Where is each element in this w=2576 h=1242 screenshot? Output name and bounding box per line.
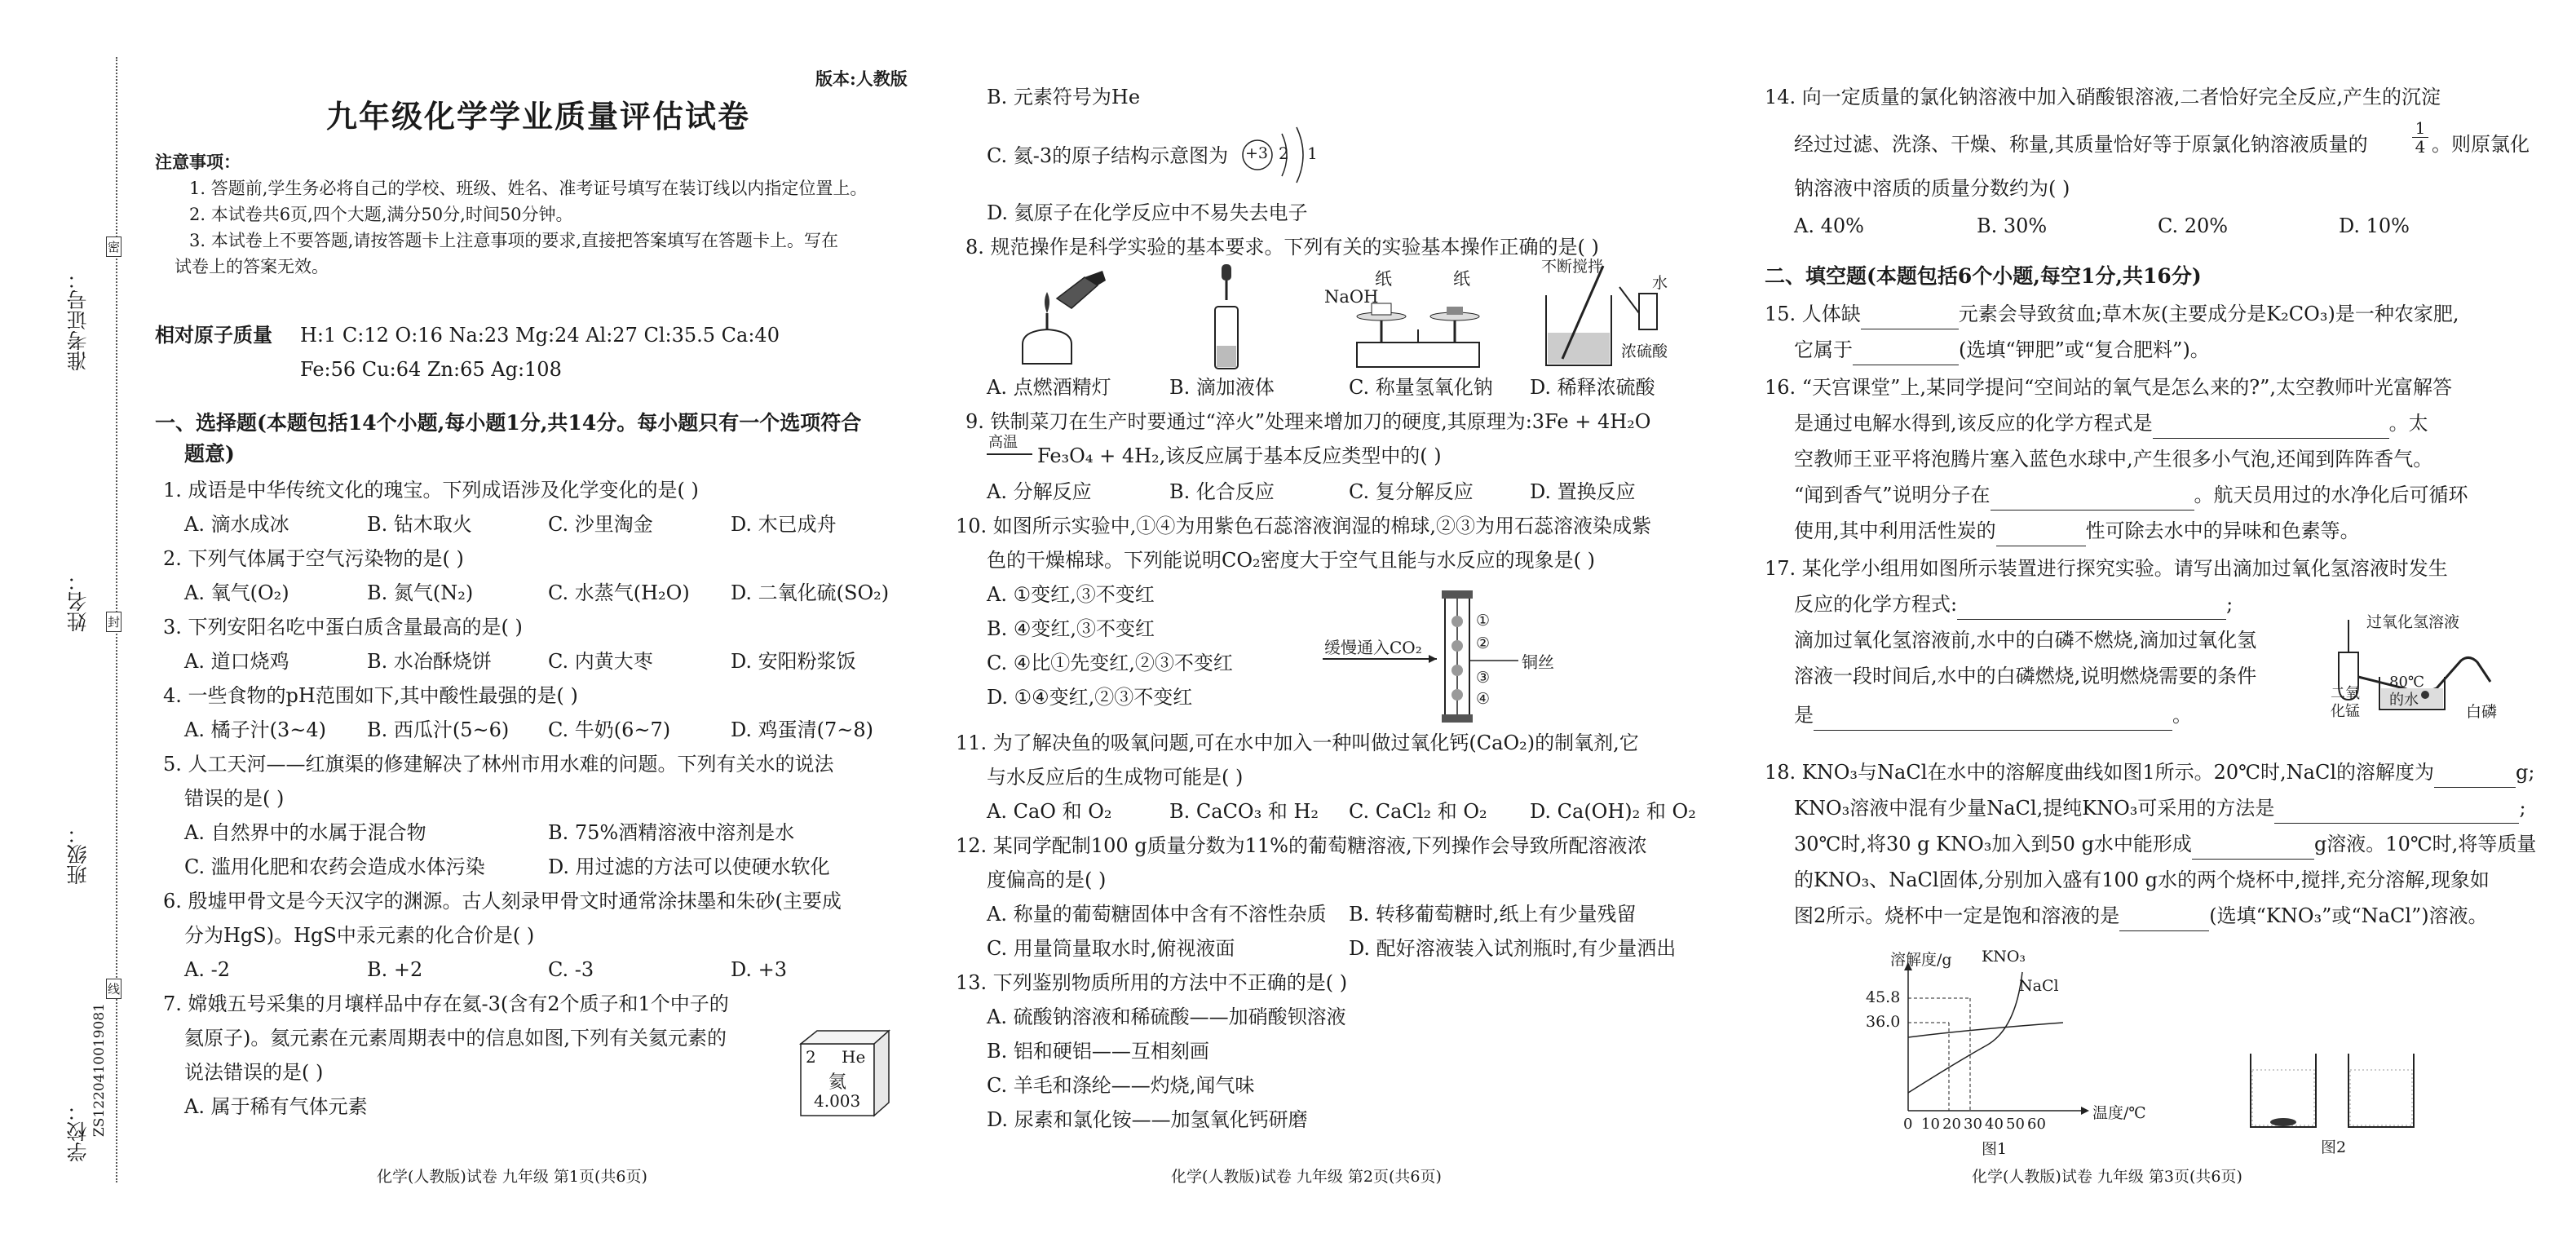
q10-ball-2: ② (1476, 634, 1491, 652)
graph-kno3-label: KNO₃ (1982, 948, 2026, 966)
q14-fraction-numerator: 1 (2415, 118, 2426, 138)
q17-line-5 (1794, 700, 2192, 731)
q18-text-6: g溶液。10℃时,将等质量 (2313, 833, 2537, 855)
q11-stem: 11. 为了解决鱼的吸氧问题,可在水中加入一种叫做过氧化钙(CaO₂)的制氧剂,它 (956, 731, 1639, 754)
q9-option-d: D. 置换反应 (1530, 480, 1636, 503)
section-2-heading: 二、填空题(本题包括6个小题,每空1分,共16分) (1765, 264, 2202, 288)
q2-option-a: A. 氧气(O₂) (184, 581, 289, 604)
q17-line-3: 滴加过氧化氢溶液前,水中的白磷不燃烧,滴加过氧化氢 (1794, 629, 2257, 652)
q4-option-a: A. 橘子汁(3~4) (184, 718, 326, 741)
q1-option-d: D. 木已成舟 (731, 513, 837, 536)
note-4: 试卷上的答案无效。 (175, 257, 329, 276)
q17-apparatus (2331, 603, 2526, 726)
school-label: 学校： (66, 1101, 90, 1162)
q8-label-h2so4: 浓硫酸 (1621, 343, 1668, 360)
q8-label-water: 水 (1652, 274, 1668, 292)
q6-stem-cont: 分为HgS)。HgS中汞元素的化合价是( ) (184, 924, 535, 947)
q3-option-b: B. 水冶酥烧饼 (367, 650, 492, 673)
q16-blank-2[interactable] (1991, 488, 2194, 511)
q8-stem: 8. 规范操作是科学实验的基本要求。下列有关的实验基本操作正确的是( ) (965, 236, 1599, 259)
q17-line-2 (1794, 589, 2233, 620)
q17-text-1: 反应的化学方程式: (1794, 593, 1958, 616)
q15-text-3: 它属于 (1794, 338, 1853, 361)
page-2-footer: 化学(人教版)试卷 九年级 第2页(共6页) (1171, 1168, 1442, 1186)
name-label: 姓名： (66, 571, 90, 632)
solubility-graph (1827, 948, 2169, 1160)
q11-option-d: D. Ca(OH)₂ 和 O₂ (1530, 800, 1696, 823)
graph-x-0: 0 (1903, 1116, 1913, 1133)
q8-figure-a-alcohol-lamp (1006, 266, 1112, 372)
q16-line-2 (1794, 408, 2428, 439)
q14-option-c: C. 20% (2158, 214, 2229, 237)
q18-text-3: KNO₃溶液中混有少量NaCl,提纯KNO₃可采用的方法是 (1794, 797, 2275, 820)
q16-text-5: 使用,其中利用活性炭的 (1794, 519, 1996, 542)
q2-option-d: D. 二氧化硫(SO₂) (731, 581, 890, 604)
q18-line-4: 的KNO₃、NaCl固体,分别加入盛有100 g水的两个烧杯中,搅拌,充分溶解,现象如 (1794, 869, 2490, 891)
q18-text-1: 18. KNO₃与NaCl在水中的溶解度曲线如图1所示。20℃时,NaCl的溶解度为 (1765, 761, 2435, 784)
q17-text-4: 。 (2172, 704, 2192, 727)
he3-electrons: 2 1 (1279, 144, 1324, 163)
seal-mark-3: 线 (106, 979, 122, 999)
q3-stem: 3. 下列安阳名吃中蛋白质含量最高的是( ) (163, 616, 523, 639)
figure-2-caption: 图2 (2321, 1138, 2347, 1156)
q2-stem: 2. 下列气体属于空气污染物的是( ) (163, 547, 464, 570)
q16-text-4: 。航天员用过的水净化后可循环 (2194, 484, 2468, 506)
q18-blank-1[interactable] (2434, 766, 2516, 788)
q15-text-2: 元素会导致贫血;草木灰(主要成分是K₂CO₃)是一种农家肥, (1958, 303, 2459, 325)
q8-option-c: C. 称量氢氧化钠 (1349, 376, 1493, 399)
graph-ylabel: 溶解度/g (1890, 951, 1952, 969)
paper-code: ZS1220410019081 (91, 1003, 108, 1138)
q14-option-a: A. 40% (1794, 214, 1864, 237)
q14-stem: 14. 向一定质量的氯化钠溶液中加入硝酸银溶液,二者恰好完全反应,产生的沉淀 (1765, 86, 2441, 108)
q10-option-c: C. ④比①先变红,②③不变红 (987, 652, 1233, 674)
graph-x-40: 40 (1985, 1116, 2004, 1133)
graph-xlabel: 温度/℃ (2092, 1104, 2146, 1122)
q14-stem-cont: 经过过滤、洗涤、干燥、称量,其质量恰好等于原氯化钠溶液质量的 (1794, 133, 2368, 156)
q12-option-c: C. 用量筒量取水时,俯视液面 (987, 937, 1235, 960)
q18-text-2: g; (2516, 761, 2535, 784)
q10-ball-3: ③ (1476, 669, 1491, 687)
q17-text-2: ; (2226, 593, 2234, 616)
graph-x-10: 10 (1921, 1116, 1940, 1133)
figure-1-caption: 图1 (1982, 1140, 2008, 1158)
q11-stem-cont: 与水反应后的生成物可能是( ) (987, 766, 1244, 789)
q17-fig-water: 80℃的水 (2389, 674, 2425, 709)
atomic-masses-2: Fe:56 Cu:64 Zn:65 Ag:108 (300, 358, 562, 381)
q18-blank-3[interactable] (2192, 838, 2314, 860)
note-3: 3. 本试卷上不要答题,请按答题卡上注意事项的要求,直接把答案填写在答题卡上。写在 (189, 231, 839, 250)
q18-line-5 (1794, 900, 2488, 931)
q8-label-paper-left: 纸 (1375, 269, 1392, 289)
q8-figure-b-dropper (1202, 261, 1251, 372)
q16-text-2: 。太 (2388, 412, 2428, 435)
q17-text-3: 是 (1794, 704, 1814, 727)
notes-title: 注意事项： (155, 152, 241, 172)
q15-text-1: 15. 人体缺 (1765, 303, 1861, 325)
q1-option-c: C. 沙里淘金 (548, 513, 653, 536)
q9-stem-cont: Fe₃O₄ + 4H₂,该反应属于基本反应类型中的( ) (1037, 444, 1442, 467)
atomic-masses-1: H:1 C:12 O:16 Na:23 Mg:24 Al:27 Cl:35.5 Ca:40 (300, 324, 780, 347)
note-1: 1. 答题前,学生务必将自己的学校、班级、姓名、准考证号填写在装订线以内指定位置上。 (189, 179, 868, 198)
q18-line-2 (1794, 793, 2526, 824)
q8-option-b: B. 滴加液体 (1169, 376, 1275, 399)
q15-line-1 (1765, 298, 2459, 329)
q11-option-b: B. CaCO₃ 和 H₂ (1169, 800, 1319, 823)
q8-figure-c-balance (1324, 261, 1504, 372)
atomic-title: 相对原子质量 (155, 323, 272, 347)
q16-line-4 (1794, 480, 2468, 511)
q9-option-b: B. 化合反应 (1169, 480, 1275, 503)
he-name: 氦 (828, 1072, 847, 1093)
q13-option-d: D. 尿素和氯化铵——加氢氧化钙研磨 (987, 1108, 1308, 1131)
q12-stem-cont: 度偏高的是( ) (987, 869, 1107, 891)
q18-line-3 (1794, 829, 2536, 860)
section-1-heading-cont: 题意) (184, 442, 235, 466)
q5-stem-cont: 错误的是( ) (184, 787, 285, 810)
class-label: 班级： (66, 824, 90, 885)
graph-x-50: 50 (2006, 1116, 2025, 1133)
q12-option-a: A. 称量的葡萄糖固体中含有不溶性杂质 (987, 903, 1327, 926)
q11-option-a: A. CaO 和 O₂ (987, 800, 1112, 823)
q17-blank-2[interactable] (1814, 709, 2172, 731)
q16-text-1: 是通过电解水得到,该反应的化学方程式是 (1794, 412, 2153, 435)
graph-x-30: 30 (1964, 1116, 1982, 1133)
q2-option-b: B. 氮气(N₂) (367, 581, 474, 604)
q8-figure-d-dilute (1530, 254, 1693, 372)
q7-option-d: D. 氦原子在化学反应中不易失去电子 (987, 201, 1308, 224)
helium-element-card (799, 1029, 897, 1119)
q1-option-b: B. 钻木取火 (367, 513, 472, 536)
q13-option-b: B. 铝和硬铝——互相刻画 (987, 1040, 1209, 1063)
q9-option-a: A. 分解反应 (987, 480, 1092, 503)
q5-stem: 5. 人工天河——红旗渠的修建解决了林州市用水难的问题。下列有关水的说法 (163, 753, 834, 776)
q5-option-b: B. 75%酒精溶液中溶剂是水 (548, 821, 795, 844)
q5-option-c: C. 滥用化肥和农药会造成水体污染 (184, 855, 485, 878)
beakers-figure (2242, 1045, 2438, 1160)
graph-x-60: 60 (2027, 1116, 2046, 1133)
q6-option-a: A. -2 (184, 958, 230, 981)
graph-x-20: 20 (1942, 1116, 1961, 1133)
q4-option-c: C. 牛奶(6~7) (548, 718, 671, 741)
exam-title: 九年级化学学业质量评估试卷 (326, 98, 751, 135)
q9-stem: 9. 铁制菜刀在生产时要通过“淬火”处理来增加刀的硬度,其原理为:3Fe + 4H₂O (965, 410, 1651, 433)
q16-text-3: “闻到香气”说明分子在 (1794, 484, 1991, 506)
q12-option-b: B. 转移葡萄糖时,纸上有少量残留 (1349, 903, 1637, 926)
seal-mark-1: 密 (106, 236, 122, 257)
q10-option-d: D. ①④变红,②③不变红 (987, 686, 1193, 709)
q16-line-3: 空教师王亚平将泡腾片塞入蓝色水球中,产生很多小气泡,还闻到阵阵香气。 (1794, 448, 2433, 471)
graph-nacl-label: NaCl (2019, 977, 2059, 995)
he3-atom-diagram (1239, 122, 1329, 188)
q13-option-a: A. 硫酸钠溶液和稀硫酸——加硝酸钡溶液 (987, 1006, 1346, 1028)
seal-mark-2: 封 (106, 612, 122, 632)
q15-blank-1[interactable] (1861, 307, 1959, 329)
page-3-footer: 化学(人教版)试卷 九年级 第3页(共6页) (1972, 1168, 2242, 1186)
q10-fig-co2-label: 缓慢通入CO₂ (1324, 638, 1422, 657)
q14-fraction-denominator: 4 (2412, 137, 2428, 156)
q9-condition: 高温 (988, 434, 1018, 451)
section-1-heading: 一、选择题(本题包括14个小题,每小题1分,共14分。每小题只有一个选项符合 (155, 411, 862, 435)
note-2: 2. 本试卷共6页,四个大题,满分50分,时间50分钟。 (189, 205, 573, 224)
q14-fraction (2412, 119, 2428, 156)
q7-option-b: B. 元素符号为He (987, 86, 1141, 108)
q3-option-d: D. 安阳粉浆饭 (731, 650, 856, 673)
q4-option-b: B. 西瓜汁(5~6) (367, 718, 510, 741)
q8-label-paper-right: 纸 (1453, 269, 1470, 289)
q2-option-c: C. 水蒸气(H₂O) (548, 581, 690, 604)
q17-line-1: 17. 某化学小组用如图所示装置进行探究实验。请写出滴加过氧化氢溶液时发生 (1765, 557, 2448, 580)
q10-co2-apparatus (1315, 587, 1584, 726)
q8-label-naoh: NaOH (1324, 287, 1379, 307)
q16-blank-3[interactable] (1996, 524, 2086, 546)
q17-fig-phosphorus: 白磷 (2466, 703, 2498, 721)
q1-stem: 1. 成语是中华传统文化的瑰宝。下列成语涉及化学变化的是( ) (163, 479, 699, 502)
q14-option-d: D. 10% (2339, 214, 2410, 237)
q16-line-5 (1794, 515, 2360, 546)
q9-option-c: C. 复分解反应 (1349, 480, 1474, 503)
q17-line-4: 溶液一段时间后,水中的白磷燃烧,说明燃烧需要的条件 (1794, 665, 2257, 687)
q5-option-a: A. 自然界中的水属于混合物 (184, 821, 426, 844)
q18-blank-4[interactable] (2119, 909, 2209, 931)
q18-line-1 (1765, 757, 2534, 788)
q14-stem-cont3: 钠溶液中溶质的质量分数约为( ) (1794, 177, 2070, 200)
q6-option-d: D. +3 (731, 958, 788, 981)
q7-option-c: C. 氦-3的原子结构示意图为 (987, 144, 1229, 167)
q17-blank-1[interactable] (1957, 598, 2226, 620)
q14-option-b: B. 30% (1977, 214, 2048, 237)
q10-ball-4: ④ (1476, 690, 1491, 708)
q8-option-a: A. 点燃酒精灯 (987, 376, 1111, 399)
q8-option-d: D. 稀释浓硫酸 (1530, 376, 1655, 399)
q6-stem: 6. 殷墟甲骨文是今天汉字的渊源。古人刻录甲骨文时通常涂抹墨和朱砂(主要成 (163, 890, 842, 913)
q3-option-c: C. 内黄大枣 (548, 650, 653, 673)
q6-option-b: B. +2 (367, 958, 423, 981)
q15-blank-2[interactable] (1853, 343, 1959, 365)
q15-text-4: (选填“钾肥”或“复合肥料”)。 (1959, 338, 2210, 361)
q13-stem: 13. 下列鉴别物质所用的方法中不正确的是( ) (956, 971, 1348, 994)
q9-reaction-arrow (987, 453, 1032, 455)
q7-stem: 7. 嫦娥五号采集的月壤样品中存在氦-3(含有2个质子和1个中子的 (163, 992, 729, 1015)
q18-text-5: 30℃时,将30 g KNO₃加入到50 g水中能形成 (1794, 833, 2192, 855)
q13-option-c: C. 羊毛和涤纶——灼烧,闻气味 (987, 1074, 1255, 1097)
q14-stem-cont2: 。则原氯化 (2432, 133, 2530, 156)
q8-label-stir: 不断搅拌 (1541, 258, 1604, 276)
graph-y-36-0: 36.0 (1866, 1013, 1901, 1031)
q10-stem: 10. 如图所示实验中,①④为用紫色石蕊溶液润湿的棉球,②③为用石蕊溶液染成紫 (956, 515, 1652, 537)
q17-fig-h2o2: 过氧化氢溶液 (2366, 613, 2460, 631)
q17-fig-mno2: 二氧化锰 (2331, 685, 2360, 720)
graph-y-45-8: 45.8 (1866, 988, 1901, 1006)
q1-option-a: A. 滴水成冰 (184, 513, 289, 536)
q18-blank-2[interactable] (2274, 802, 2519, 824)
q7-stem-cont2: 说法错误的是( ) (184, 1061, 324, 1084)
he-mass: 4.003 (814, 1091, 861, 1111)
q12-option-d: D. 配好溶液装入试剂瓶时,有少量洒出 (1349, 937, 1677, 960)
q10-ball-1: ① (1476, 612, 1491, 630)
q3-option-a: A. 道口烧鸡 (184, 650, 289, 673)
q11-option-c: C. CaCl₂ 和 O₂ (1349, 800, 1487, 823)
q18-text-8: (选填“KNO₃”或“NaCl”)溶液。 (2209, 904, 2488, 927)
q10-fig-copper-label: 铜丝 (1522, 652, 1554, 672)
q16-blank-1[interactable] (2153, 417, 2389, 439)
q15-line-2 (1794, 334, 2210, 365)
q10-stem-cont: 色的干燥棉球。下列能说明CO₂密度大于空气且能与水反应的现象是( ) (987, 549, 1596, 572)
q4-option-d: D. 鸡蛋清(7~8) (731, 718, 874, 741)
edition-label: 版本:人教版 (815, 69, 908, 89)
q12-stem: 12. 某同学配制100 g质量分数为11%的葡萄糖溶液,下列操作会导致所配溶液浓 (956, 834, 1647, 857)
q18-text-4: ; (2519, 797, 2526, 820)
he-atomic-number: 2 (806, 1047, 816, 1067)
page-1-footer: 化学(人教版)试卷 九年级 第1页(共6页) (377, 1168, 647, 1186)
q7-stem-cont: 氦原子)。氦元素在元素周期表中的信息如图,下列有关氦元素的 (184, 1027, 727, 1050)
q5-option-d: D. 用过滤的方法可以使硬水软化 (548, 855, 830, 878)
q4-stem: 4. 一些食物的pH范围如下,其中酸性最强的是( ) (163, 684, 578, 707)
q16-text-6: 性可除去水中的异味和色素等。 (2085, 519, 2360, 542)
he-symbol: He (842, 1047, 866, 1067)
q6-option-c: C. -3 (548, 958, 594, 981)
q7-option-a: A. 属于稀有气体元素 (184, 1095, 368, 1118)
q16-line-1: 16. “天宫课堂”上,某同学提问“空间站的氧气是怎么来的?”,太空教师叶光富解答 (1765, 376, 2452, 399)
q10-option-b: B. ④变红,③不变红 (987, 617, 1155, 640)
exam-no-label: 准考证号： (66, 269, 90, 371)
q10-option-a: A. ①变红,③不变红 (987, 583, 1155, 606)
q18-text-7: 图2所示。烧杯中一定是饱和溶液的是 (1794, 904, 2120, 927)
he3-nucleus: +3 (1245, 144, 1269, 162)
